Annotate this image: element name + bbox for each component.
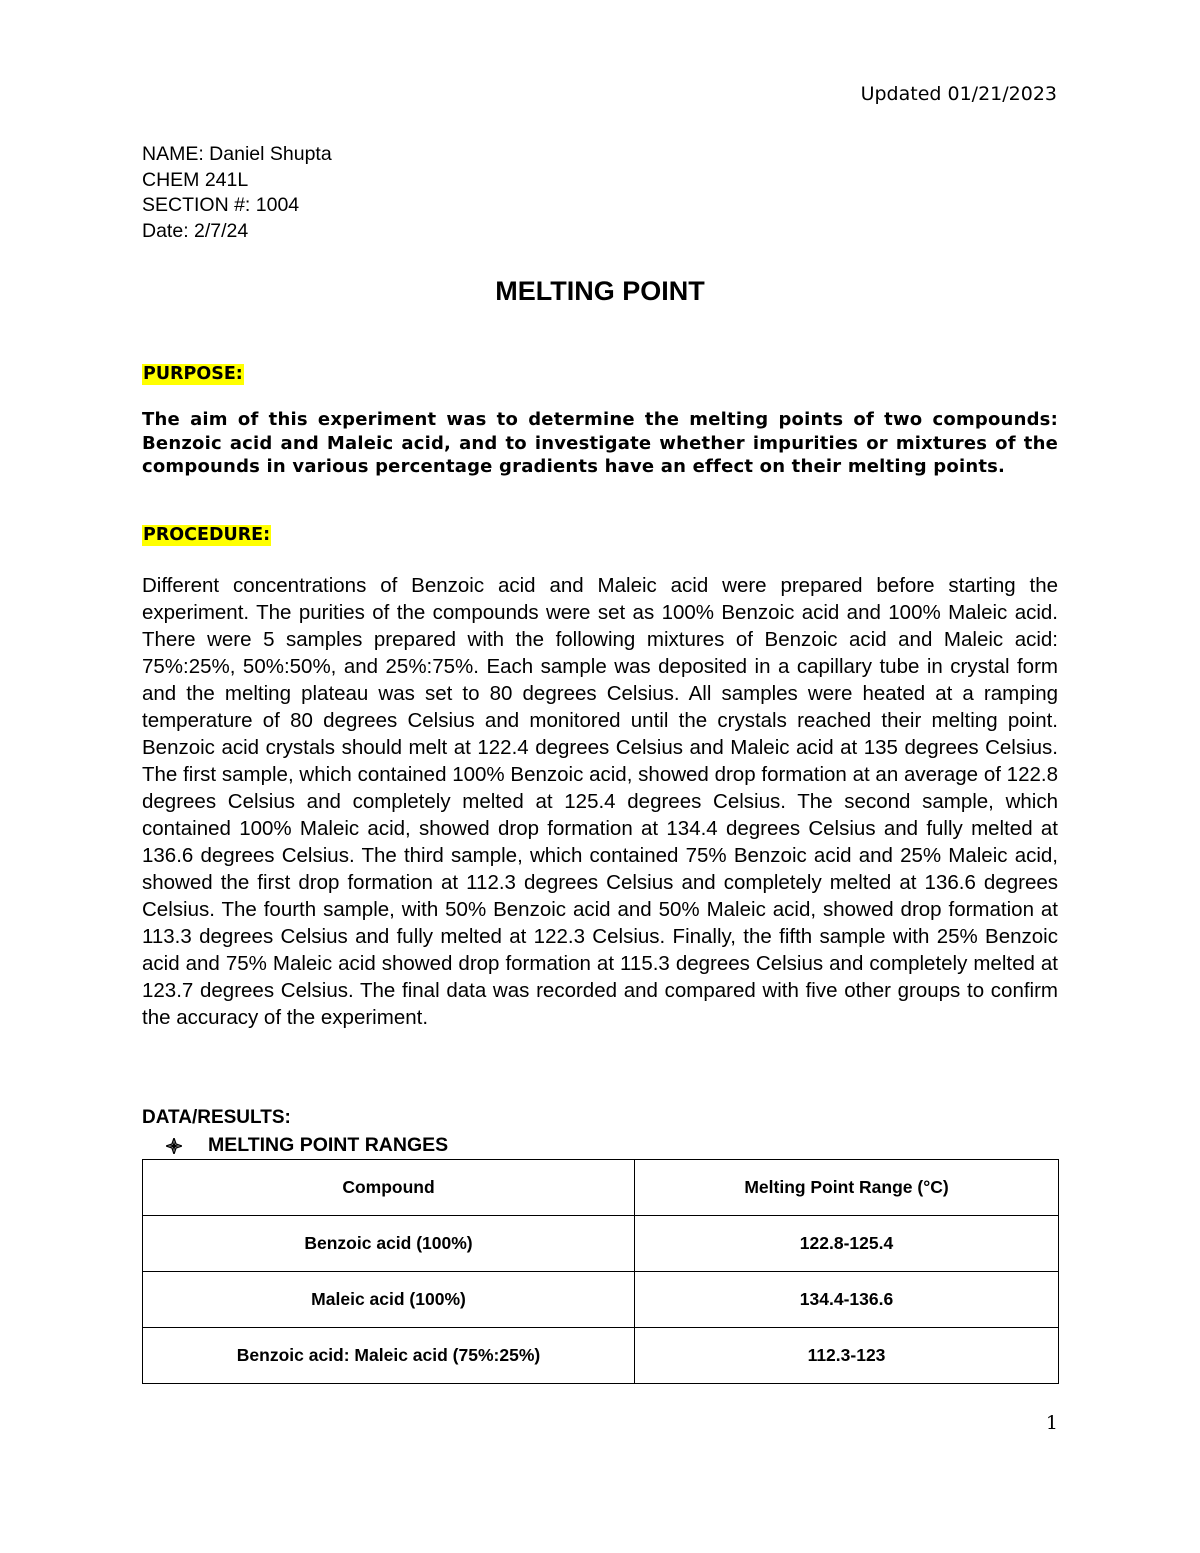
column-header-compound: Compound [143,1160,635,1216]
student-name: NAME: Daniel Shupta [142,143,332,165]
compound-cell: Benzoic acid (100%) [143,1216,635,1272]
table-header-row [143,1160,1059,1216]
compound-cell: Maleic acid (100%) [143,1272,635,1328]
range-cell: 134.4-136.6 [635,1272,1059,1328]
student-header [142,142,332,244]
procedure-paragraph: Different concentrations of Benzoic acid and Maleic acid were prepared before starting the experiment. The purities of the compounds were set as 100% Benzoic acid and 100% Maleic acid. There were 5 samples prepared with the following mixtures of Benzoic acid and Maleic acid: 75%:25%, 50%:50%, and 25%:75%. Each sample was deposited in a capillary tube in crystal form and the melting plateau was set to 80 degrees Celsius. All samples were heated at a ramping temperature of 80 degrees Celsius and monitored until the crystals reached their melting point. Benzoic acid crystals should melt at 122.4 degrees Celsius and Maleic acid at 135 degrees Celsius. The first sample, which contained 100% Benzoic acid, showed drop formation at an average of 122.8 degrees Celsius and completely melted at 125.4 degrees Celsius. The second sample, which contained 100% Maleic acid, showed drop formation at 134.4 degrees Celsius and fully melted at 136.6 degrees Celsius. The third sample, which contained 75% Benzoic acid and 25% Maleic acid, showed the first drop formation at 112.3 degrees Celsius and completely melted at 136.6 degrees Celsius. The fourth sample, with 50% Benzoic acid and 50% Maleic acid, showed drop formation at 113.3 degrees Celsius and fully melted at 122.3 Celsius. Finally, the fifth sample with 25% Benzoic acid and 75% Maleic acid showed drop formation at 115.3 degrees Celsius and completely melted at 123.7 degrees Celsius. The final data was recorded and compared with five other groups to confirm the accuracy of the experiment. [142,574,1058,1029]
report-date: Date: 2/7/24 [142,219,249,242]
melting-point-ranges-bullet [166,1134,448,1157]
page-number: 1 [1045,1412,1058,1434]
table-row [143,1328,1059,1384]
purpose-paragraph: The aim of this experiment was to determine the melting points of two compounds: Benzoic acid and Maleic acid, and to investigate whether impurities or mixtures of the compounds in various percentage gradients have an effect on their melting points. [142,409,1058,477]
column-header-range: Melting Point Range (°C) [635,1160,1059,1216]
melting-point-table [142,1159,1059,1384]
diamond-bullet-icon [166,1138,182,1154]
data-results-heading: DATA/RESULTS: [142,1107,291,1128]
range-cell: 122.8-125.4 [635,1216,1059,1272]
range-cell: 112.3-123 [635,1328,1059,1384]
table-row [143,1216,1059,1272]
compound-cell: Benzoic acid: Maleic acid (75%:25%) [143,1328,635,1384]
melting-point-ranges-label: MELTING POINT RANGES [208,1134,449,1156]
purpose-heading: PURPOSE: [143,364,243,384]
updated-date: Updated 01/21/2023 [860,83,1057,105]
course-code: CHEM 241L [142,168,249,191]
section-number: SECTION #: 1004 [142,194,300,216]
report-title: MELTING POINT [495,276,705,306]
procedure-heading: PROCEDURE: [143,525,271,545]
table-row [143,1272,1059,1328]
